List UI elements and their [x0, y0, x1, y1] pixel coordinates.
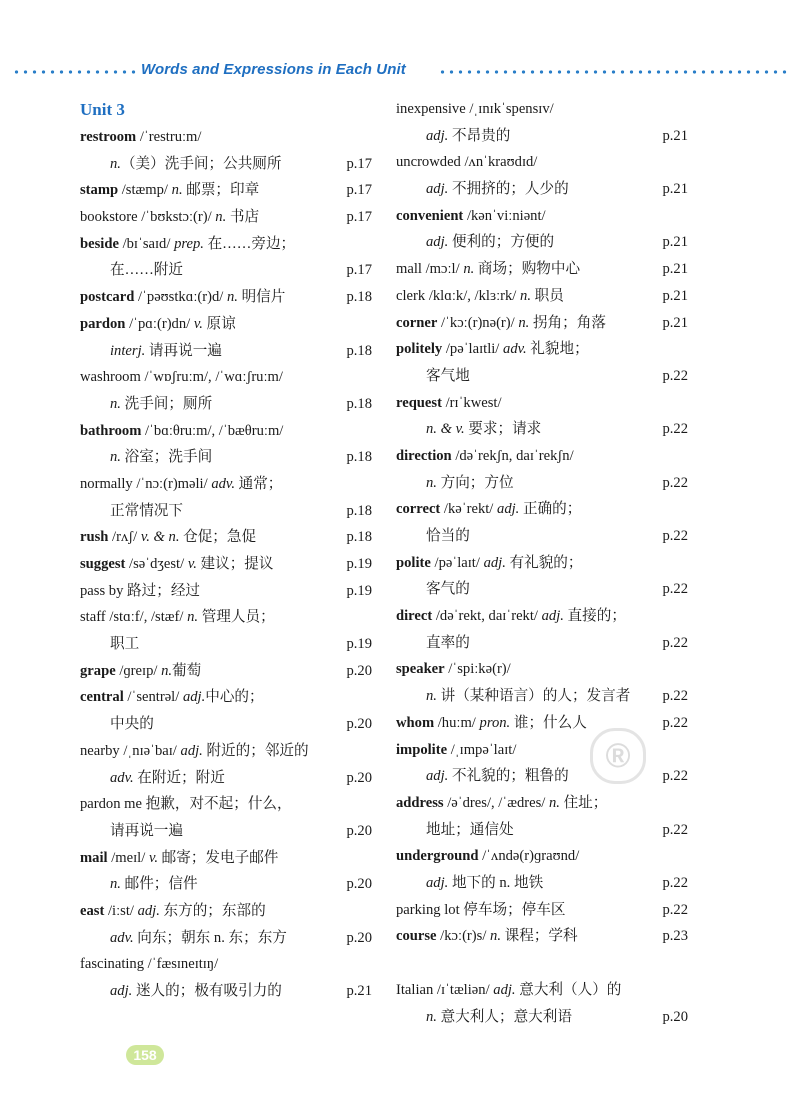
entry-line — [80, 311, 372, 338]
entry-line — [80, 124, 372, 151]
definition: 在附近；附近 — [133, 769, 225, 786]
phonetic: /ˈspiːkə(r)/ — [444, 661, 511, 678]
headword: fascinating — [80, 956, 145, 973]
page-ref: p.20 — [346, 716, 372, 733]
entry-continuation-line — [80, 818, 372, 845]
entry-line — [80, 658, 372, 685]
phonetic: /iːst/ — [104, 902, 138, 919]
entry-line — [396, 603, 688, 630]
definition: 便利的；方便的 — [448, 234, 555, 251]
definition: 不礼貌的；粗鲁的 — [448, 768, 569, 785]
part-of-speech: adv. — [503, 341, 527, 358]
part-of-speech: adj. — [426, 768, 449, 785]
definition: 中心的； — [205, 689, 264, 706]
entry-line — [396, 336, 688, 363]
entry-line — [80, 551, 372, 578]
phonetic: /rʌʃ/ — [108, 529, 141, 546]
headword: normally — [80, 475, 133, 492]
entry-line — [80, 418, 372, 445]
entry-continuation-line — [80, 498, 372, 525]
entry-continuation-line — [80, 711, 372, 738]
part-of-speech: n. — [426, 474, 437, 491]
registered-mark-watermark: ® — [590, 728, 646, 784]
page-ref: p.17 — [346, 155, 372, 172]
phonetic: /mɔːl/ — [421, 261, 464, 278]
page-ref: p.22 — [662, 768, 688, 785]
part-of-speech: n. — [463, 261, 475, 278]
unit-title: Unit 3 — [80, 100, 125, 119]
definition: 邮票；印章 — [182, 182, 260, 199]
phonetic: /ˈbʊkstɔː(r)/ — [137, 209, 216, 226]
phonetic: /ˌɪmpəˈlaɪt/ — [447, 741, 517, 758]
entry-continuation-line — [80, 391, 372, 418]
definition: 请再说一遍 — [110, 822, 183, 839]
entry-continuation-line — [80, 765, 372, 792]
phonetic: /kənˈviːniənt/ — [463, 207, 546, 224]
part-of-speech: n. — [548, 794, 560, 811]
page-ref: p.20 — [346, 822, 372, 839]
definition: 东方的；东部的 — [159, 902, 266, 919]
entry-continuation-line — [396, 123, 688, 150]
part-of-speech: n. & v. — [426, 421, 465, 438]
definition: 书店 — [226, 209, 260, 226]
headword: impolite — [396, 741, 448, 758]
entry-continuation-line — [396, 683, 688, 710]
part-of-speech: n. — [426, 1008, 437, 1025]
page-ref: p.20 — [346, 929, 372, 946]
definition: 课程；学科 — [500, 928, 578, 945]
definition: 明信片 — [237, 289, 286, 306]
part-of-speech: pron. — [479, 714, 511, 731]
headword: request — [396, 394, 442, 411]
entry-line — [396, 897, 688, 924]
page-ref: p.21 — [662, 127, 688, 144]
phonetic: /huːm/ — [434, 714, 480, 731]
phonetic: /stɑːf/, /stæf/ — [105, 609, 188, 626]
part-of-speech: adj. — [110, 983, 133, 999]
headword: convenient — [396, 207, 464, 224]
headword: mail — [80, 849, 108, 866]
part-of-speech: n. — [110, 395, 121, 412]
entry-line — [396, 656, 688, 683]
entry-line — [396, 790, 688, 817]
definition: 管理人员； — [198, 609, 275, 626]
part-of-speech: adv. — [211, 475, 235, 492]
part-of-speech: n. — [518, 314, 530, 331]
definition: 客气的 — [426, 581, 470, 598]
page-ref: p.19 — [346, 556, 372, 572]
definition: 洗手间；厕所 — [120, 395, 213, 412]
headword: staff — [80, 609, 106, 626]
definition: 有礼貌的； — [505, 554, 583, 571]
entry-continuation-line — [80, 631, 372, 658]
entry-line — [80, 738, 372, 765]
page-ref: p.18 — [346, 449, 372, 466]
headword: underground — [396, 848, 479, 865]
headword: clerk — [396, 287, 426, 304]
part-of-speech: v. — [193, 315, 203, 332]
definition: 原谅 — [202, 315, 236, 332]
phonetic: /pəˈlaɪtli/ — [442, 341, 504, 358]
entry-line — [80, 684, 372, 711]
part-of-speech: n. — [171, 182, 183, 199]
entry-line — [80, 791, 372, 818]
definition: 抱歉，对不起；什么， — [142, 796, 292, 813]
entry-line — [396, 496, 688, 523]
entry-continuation-line — [80, 871, 372, 898]
right-column — [396, 96, 688, 1030]
entry-line — [396, 843, 688, 870]
definition: 地下的 n. 地铁 — [448, 874, 544, 891]
headword: restroom — [80, 129, 137, 145]
headword: direct — [396, 608, 433, 625]
entry-continuation-line — [80, 925, 372, 952]
part-of-speech: v. & n. — [140, 529, 180, 546]
definition: 邮件；信件 — [120, 876, 198, 893]
entry-continuation-line — [80, 444, 372, 471]
page-ref: p.21 — [662, 181, 688, 198]
part-of-speech: adj. — [180, 742, 203, 759]
definition: 不昂贵的 — [448, 127, 511, 144]
part-of-speech: adj. — [497, 501, 520, 518]
entry-line — [80, 204, 372, 231]
definition: 拐角；角落 — [529, 314, 606, 331]
entry-line — [396, 203, 688, 230]
page-ref: p.20 — [346, 662, 372, 679]
part-of-speech: n. — [110, 155, 121, 172]
definition: 浴室；洗手间 — [120, 449, 213, 466]
definition: 恰当的 — [426, 528, 470, 544]
page-ref: p.22 — [662, 874, 688, 891]
phonetic: /ˈwɒʃruːm/, /ˈwɑːʃruːm/ — [140, 369, 283, 386]
part-of-speech: n. — [110, 449, 121, 466]
definition: 通常； — [234, 475, 283, 492]
phonetic: /pəˈlaɪt/ — [430, 554, 484, 571]
headword: parking lot — [396, 901, 460, 918]
definition: 直接的； — [563, 608, 626, 625]
page-ref: p.17 — [346, 262, 372, 279]
definition: 住址； — [559, 794, 608, 811]
page-ref: p.18 — [346, 529, 372, 546]
header-title: Words and Expressions in Each Unit — [141, 61, 406, 78]
page-ref: p.21 — [346, 983, 372, 999]
phonetic: /kɔː(r)s/ — [436, 928, 491, 945]
entry-line — [80, 951, 372, 978]
section-header — [0, 58, 800, 86]
headword: politely — [396, 341, 443, 358]
entry-line — [396, 283, 688, 310]
phonetic: /stæmp/ — [118, 182, 172, 199]
entry-line — [80, 524, 372, 551]
part-of-speech: v. — [148, 849, 158, 866]
headword: postcard — [80, 289, 135, 306]
part-of-speech: adj. — [426, 874, 449, 891]
definition: 中央的 — [110, 716, 154, 733]
definition: 不拥挤的；人少的 — [448, 181, 569, 198]
entry-line — [396, 550, 688, 577]
headword: bathroom — [80, 422, 142, 439]
headword: pardon — [80, 315, 126, 332]
definition: 仓促；急促 — [179, 529, 257, 546]
phonetic: /ɪˈtæliən/ — [433, 982, 494, 998]
headword: beside — [80, 235, 119, 252]
definition: 迷人的；极有吸引力的 — [132, 983, 282, 999]
definition: 要求；请求 — [464, 421, 542, 438]
page-ref: p.17 — [346, 182, 372, 199]
definition: 意大利人；意大利语 — [436, 1008, 572, 1025]
phonetic: /ˈpɑː(r)dn/ — [125, 315, 194, 332]
page-ref: p.22 — [662, 688, 688, 705]
headword: course — [396, 928, 437, 945]
entry-line — [80, 898, 372, 925]
page-ref: p.22 — [662, 581, 688, 598]
headword: grape — [80, 662, 116, 679]
page-ref: p.20 — [346, 876, 372, 893]
entry-gap — [396, 950, 688, 977]
entry-line — [396, 310, 688, 337]
part-of-speech: interj. — [110, 342, 146, 359]
page-ref: p.22 — [662, 421, 688, 438]
entry-continuation-line — [396, 363, 688, 390]
part-of-speech: n. — [161, 662, 173, 679]
part-of-speech: adj. — [426, 234, 449, 251]
part-of-speech: n. — [520, 287, 531, 304]
entry-continuation-line — [396, 416, 688, 443]
page-ref: p.22 — [662, 901, 688, 918]
page-ref: p.21 — [662, 261, 688, 278]
definition: 邮寄；发电子邮件 — [157, 849, 279, 866]
entry-line — [396, 96, 688, 123]
page-number-badge: 158 — [126, 1045, 164, 1065]
page-ref: p.21 — [662, 314, 688, 331]
entry-continuation-line — [396, 470, 688, 497]
entry-continuation-line — [80, 151, 372, 178]
definition: 葡萄 — [172, 662, 202, 679]
headword: whom — [396, 714, 435, 731]
headword: Italian — [396, 982, 434, 998]
headword: corner — [396, 314, 438, 331]
definition: （美）洗手间；公共厕所 — [120, 155, 282, 172]
headword: pardon me — [80, 796, 143, 813]
entry-continuation-line — [80, 257, 372, 284]
headword: central — [80, 689, 124, 706]
definition: 地址；通信处 — [426, 821, 514, 838]
definition: 路过；经过 — [123, 582, 201, 599]
part-of-speech: prep. — [174, 235, 204, 252]
definition: 职工 — [110, 636, 140, 653]
part-of-speech: adj. — [493, 982, 516, 998]
definition: 方向；方位 — [436, 474, 514, 491]
definition: 讲（某种语言）的人；发言者 — [436, 688, 631, 705]
phonetic: /ɡreɪp/ — [115, 662, 162, 679]
phonetic: /ˈpəʊstkɑː(r)d/ — [134, 289, 227, 306]
part-of-speech: n. — [110, 876, 121, 893]
page-ref: p.22 — [662, 474, 688, 491]
phonetic: /ˈrestruːm/ — [136, 129, 202, 145]
headword: bookstore — [80, 209, 138, 226]
right-entry-list — [396, 96, 688, 1030]
page-ref: p.22 — [662, 528, 688, 544]
part-of-speech: n. — [426, 688, 437, 705]
headword: washroom — [80, 369, 141, 386]
phonetic: /kəˈrekt/ — [440, 501, 498, 518]
part-of-speech: adj. — [426, 181, 449, 198]
phonetic: /ˌɪnɪkˈspensɪv/ — [465, 101, 554, 117]
header-dots-left — [12, 70, 136, 74]
headword: inexpensive — [396, 101, 466, 117]
phonetic: /ˈʌndə(r)ɡraʊnd/ — [478, 848, 580, 865]
phonetic: /ˈkɔː(r)nə(r)/ — [437, 314, 519, 331]
entry-continuation-line — [396, 176, 688, 203]
entry-continuation-line — [80, 978, 372, 1005]
headword: stamp — [80, 182, 119, 199]
part-of-speech: v. — [187, 556, 197, 572]
part-of-speech: adj. — [137, 902, 160, 919]
entry-continuation-line — [396, 817, 688, 844]
definition: 附近的；邻近的 — [202, 742, 309, 759]
definition: 礼貌地； — [526, 341, 589, 358]
part-of-speech: adj. — [541, 608, 564, 625]
entry-continuation-line — [396, 576, 688, 603]
definition: 正确的； — [519, 501, 582, 518]
headword: polite — [396, 554, 431, 571]
page-ref: p.20 — [346, 769, 372, 786]
phonetic: /ˈsentrəl/ — [123, 689, 183, 706]
page-ref: p.20 — [662, 1008, 688, 1025]
definition: 在……旁边； — [203, 235, 296, 252]
entry-continuation-line — [396, 1004, 688, 1031]
phonetic: /dəˈrekʃn, daɪˈrekʃn/ — [451, 447, 574, 464]
definition: 建议；提议 — [196, 556, 274, 572]
phonetic: /ˈnɔː(r)məli/ — [132, 475, 212, 492]
definition: 谁；什么人 — [510, 714, 587, 731]
definition: 直率的 — [426, 634, 470, 651]
page-ref: p.23 — [662, 928, 688, 945]
phonetic: /səˈdʒest/ — [125, 556, 188, 572]
definition: 意大利（人）的 — [515, 982, 622, 998]
definition: 客气地 — [426, 367, 470, 384]
entry-line — [80, 177, 372, 204]
entry-line — [80, 364, 372, 391]
headword: nearby — [80, 742, 120, 759]
phonetic: /ˌnɪəˈbaɪ/ — [119, 742, 181, 759]
entry-line — [396, 710, 688, 737]
phonetic: /ʌnˈkraʊdɪd/ — [460, 154, 538, 171]
part-of-speech: n. — [215, 209, 227, 226]
page-ref: p.21 — [662, 234, 688, 251]
definition: 正常情况下 — [110, 502, 183, 519]
part-of-speech: adj. — [426, 127, 449, 144]
phonetic: /meɪl/ — [107, 849, 149, 866]
page-ref: p.22 — [662, 367, 688, 384]
part-of-speech: adj. — [182, 689, 206, 706]
headword: speaker — [396, 661, 445, 678]
part-of-speech: n. — [490, 928, 501, 945]
definition: 向东；朝东 n. 东；东方 — [133, 929, 287, 946]
page-ref: p.21 — [662, 287, 688, 304]
left-entry-list — [80, 124, 372, 1005]
left-column — [80, 96, 372, 1005]
page-ref: p.22 — [662, 821, 688, 838]
entry-line — [396, 149, 688, 176]
entry-continuation-line — [396, 523, 688, 550]
headword: correct — [396, 501, 441, 518]
phonetic: /rɪˈkwest/ — [441, 394, 502, 411]
page-ref: p.19 — [346, 636, 372, 653]
part-of-speech: adv. — [110, 929, 134, 946]
entry-line — [80, 231, 372, 258]
definition: 商场；购物中心 — [474, 261, 581, 278]
entry-line — [80, 578, 372, 605]
page-ref: p.22 — [662, 714, 688, 731]
page-ref: p.17 — [346, 209, 372, 226]
phonetic: /ˈbɑːθruːm/, /ˈbæθruːm/ — [141, 422, 284, 439]
entry-continuation-line — [396, 229, 688, 256]
entry-line — [396, 923, 688, 950]
part-of-speech: adj. — [483, 554, 506, 571]
headword: mall — [396, 261, 422, 278]
entry-line — [396, 256, 688, 283]
page-ref: p.19 — [346, 582, 372, 599]
entry-line — [396, 390, 688, 417]
headword: address — [396, 794, 444, 811]
page-ref: p.18 — [346, 502, 372, 519]
definition: 在……附近 — [110, 262, 183, 279]
header-dots-right — [438, 70, 790, 74]
part-of-speech: adv. — [110, 769, 134, 786]
entry-line — [80, 604, 372, 631]
definition: 请再说一遍 — [145, 342, 222, 359]
entry-line — [80, 284, 372, 311]
definition: 职员 — [530, 287, 564, 304]
phonetic: /klɑːk/, /klɜːrk/ — [425, 287, 521, 304]
page-ref: p.18 — [346, 342, 372, 359]
definition: 停车场；停车区 — [459, 901, 566, 918]
entry-line — [396, 977, 688, 1004]
phonetic: /dəˈrekt, daɪˈrekt/ — [432, 608, 542, 625]
phonetic: /əˈdres/, /ˈædres/ — [443, 794, 549, 811]
entry-line — [80, 845, 372, 872]
phonetic: /bɪˈsaɪd/ — [118, 235, 175, 252]
entry-line — [80, 471, 372, 498]
entry-line — [396, 443, 688, 470]
page-ref: p.18 — [346, 395, 372, 412]
entry-continuation-line — [396, 870, 688, 897]
page-ref: p.22 — [662, 634, 688, 651]
headword: rush — [80, 529, 109, 546]
headword: direction — [396, 447, 452, 464]
entry-continuation-line — [396, 630, 688, 657]
headword: pass by — [80, 582, 124, 599]
headword: uncrowded — [396, 154, 461, 171]
part-of-speech: n. — [187, 609, 199, 626]
phonetic: /ˈfæsɪneɪtɪŋ/ — [144, 956, 219, 973]
headword: east — [80, 902, 105, 919]
part-of-speech: n. — [226, 289, 238, 306]
page-ref: p.18 — [346, 289, 372, 306]
headword: suggest — [80, 556, 126, 572]
entry-continuation-line — [80, 338, 372, 365]
